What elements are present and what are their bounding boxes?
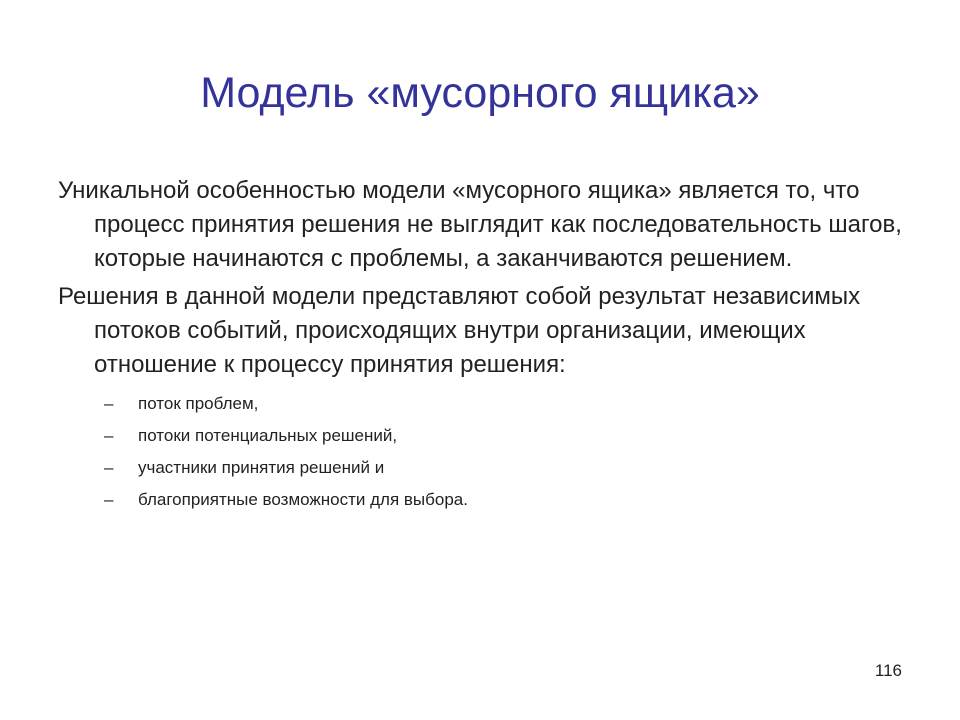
list-item-text: потоки потенциальных решений,: [138, 426, 398, 445]
list-item: [58, 388, 918, 420]
slide-title: Модель «мусорного ящика»: [200, 69, 760, 117]
paragraph-unique-feature: Уникальной особенностью модели «мусорного ящика» является то, что процесс принятия решения не выглядит как последовательность шагов, которые начинаются с проблемы, а заканчиваются решением.: [58, 177, 902, 272]
list-item-text: благоприятные возможности для выбора.: [138, 490, 468, 509]
streams-list: [58, 388, 918, 516]
page-number: 116: [874, 661, 902, 680]
dash-bullet: –: [104, 426, 114, 445]
slide-body: [58, 174, 918, 516]
list-item: [58, 452, 918, 484]
list-item-text: поток проблем,: [138, 394, 259, 413]
dash-bullet: –: [104, 490, 114, 509]
dash-bullet: –: [104, 394, 114, 413]
list-item-text: участники принятия решений и: [138, 458, 385, 477]
dash-bullet: –: [104, 458, 114, 477]
list-item: [58, 484, 918, 516]
paragraph-decisions: Решения в данной модели представляют собой результат независимых потоков событий, происходящих внутри организации, имеющих отношение к процессу принятия решения:: [58, 283, 861, 378]
list-item: [58, 420, 918, 452]
